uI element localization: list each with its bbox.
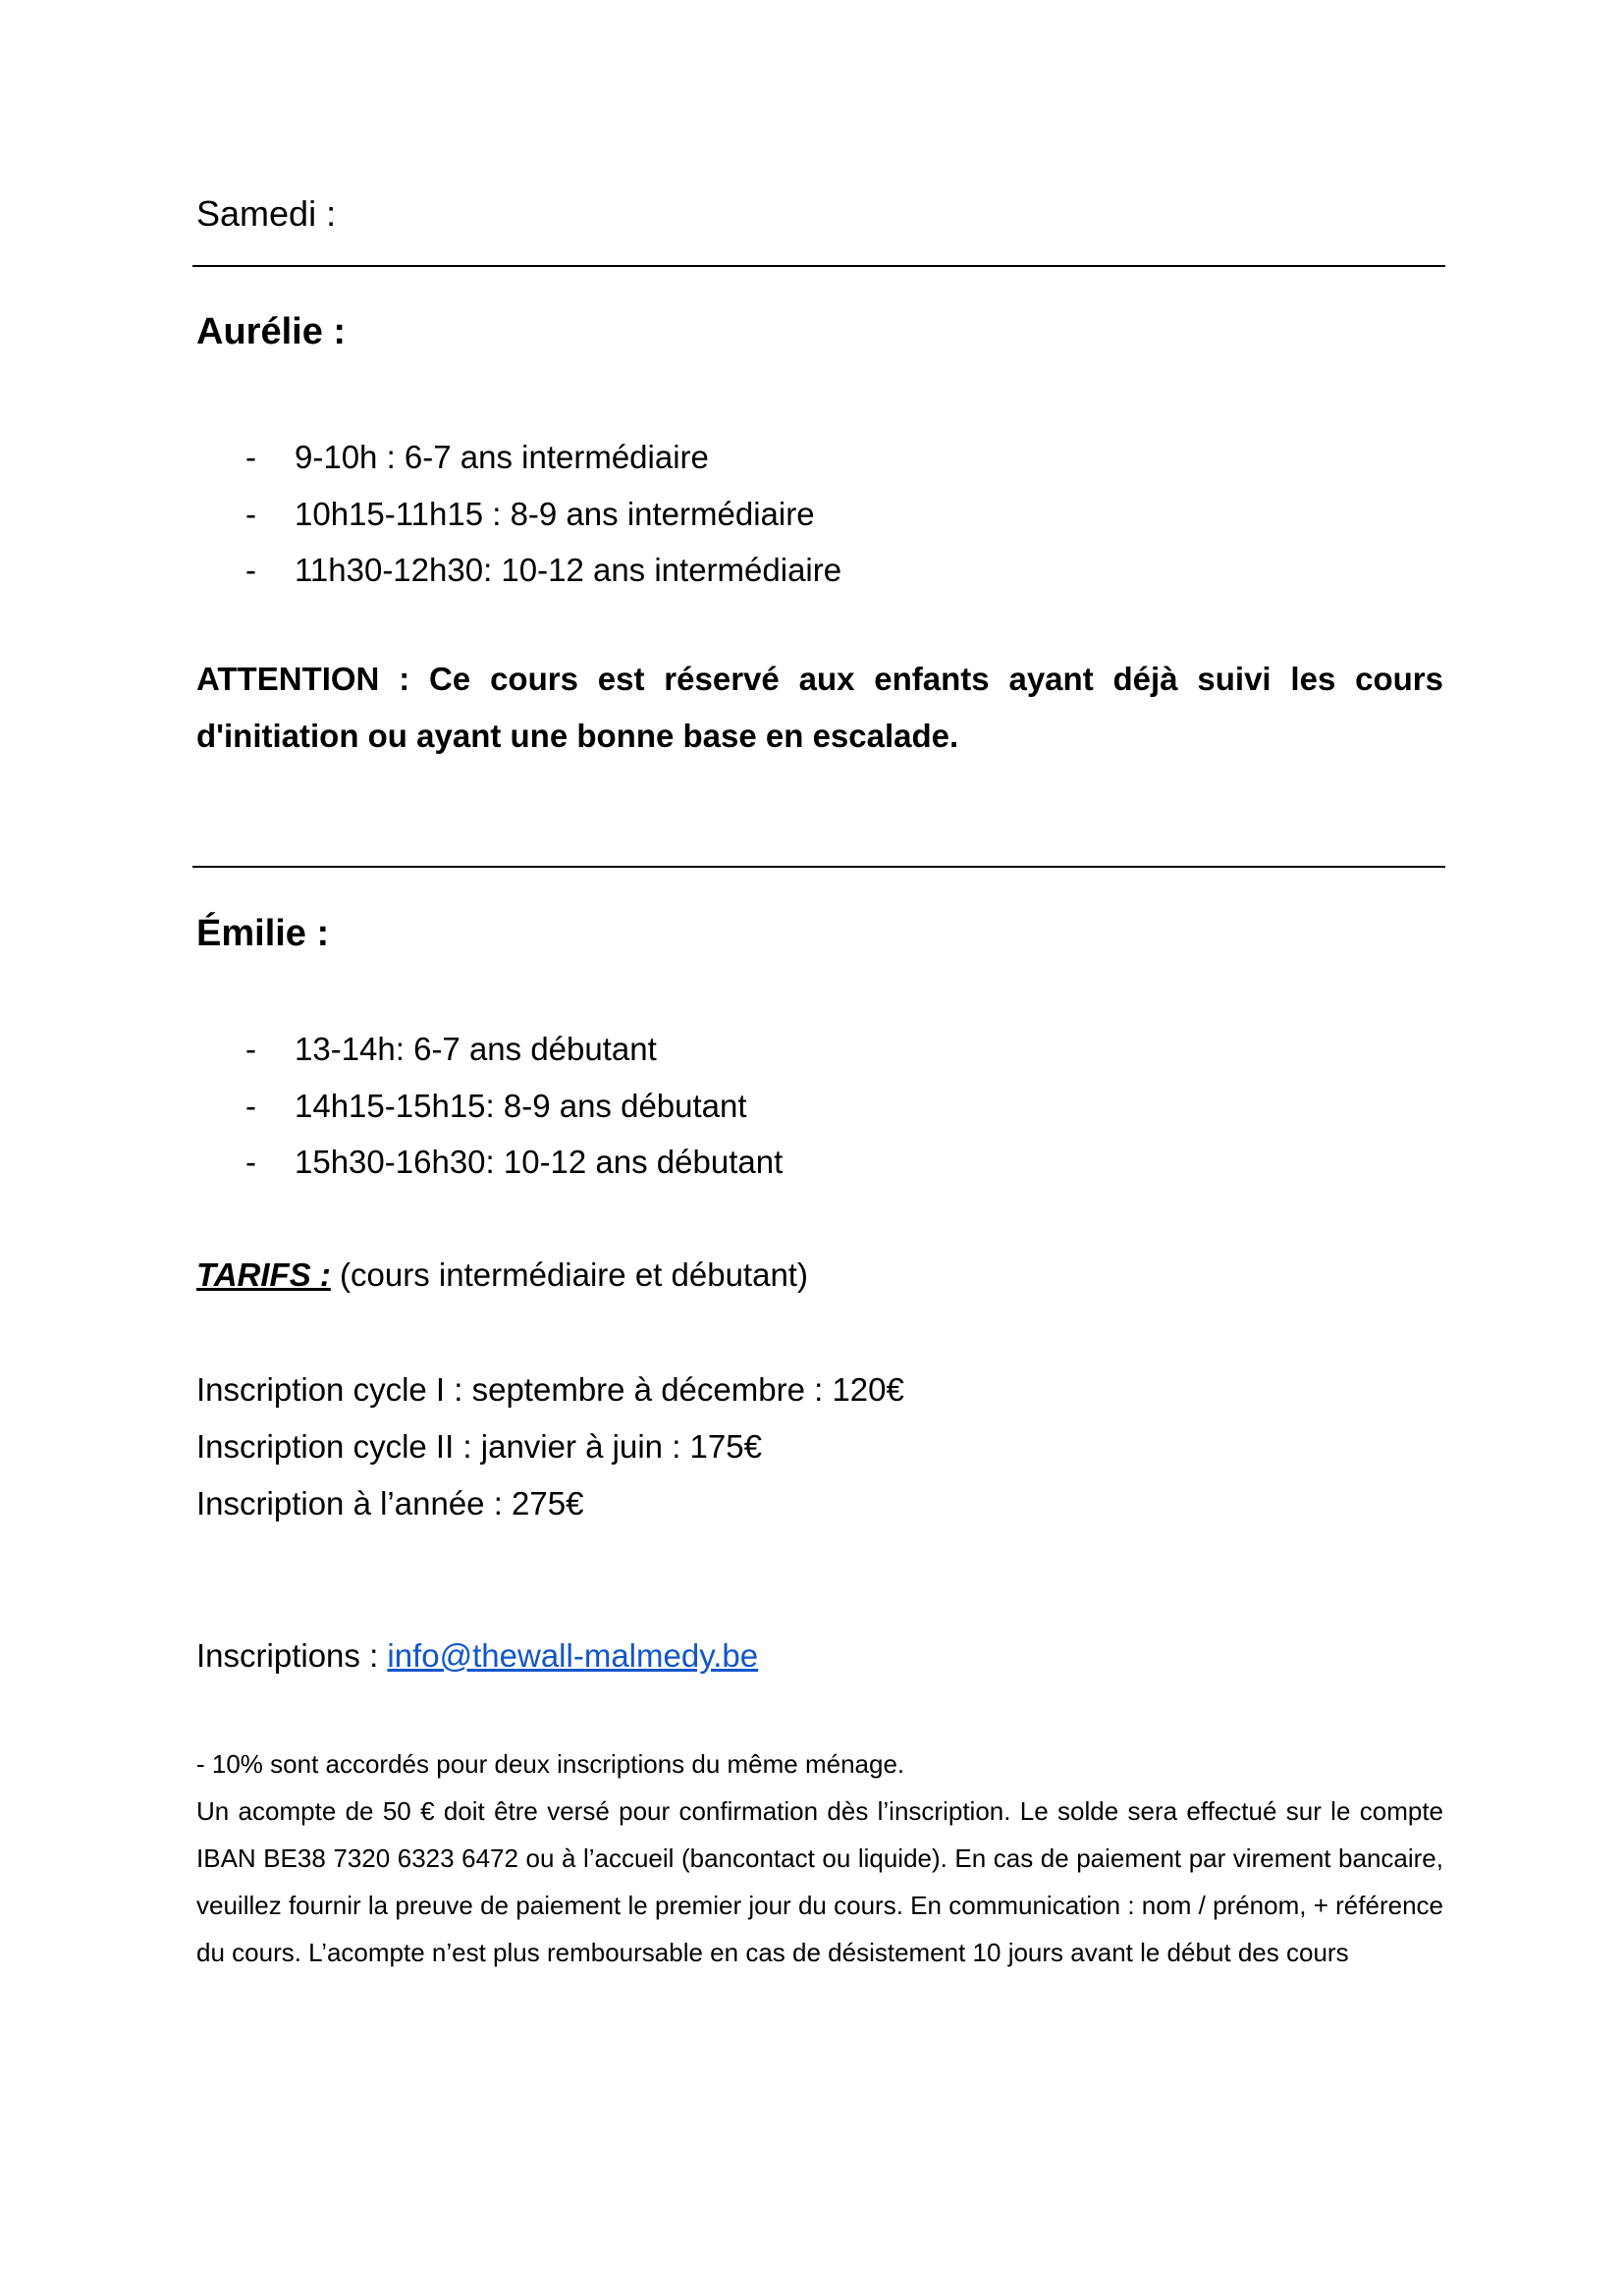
list-item [245,496,1129,535]
list-item [245,1031,1129,1070]
list-item-text: 15h30-16h30: 10-12 ans débutant [295,1144,784,1180]
section-divider [192,265,1445,267]
section-divider [192,866,1445,868]
list-item [245,439,1129,478]
list-item-text: 9-10h : 6-7 ans intermédiaire [295,439,709,475]
list-item-text: 14h15-15h15: 8-9 ans débutant [295,1088,747,1124]
list-bullet: - [245,552,256,588]
list-bullet: - [245,496,256,532]
email-link[interactable]: info@thewall-malmedy.be [387,1637,759,1674]
price-line: Inscription à l’année : 275€ [196,1485,584,1522]
tarifs-note: (cours intermédiaire et débutant) [340,1256,808,1293]
list-bullet: - [245,1031,256,1067]
list-bullet: - [245,1088,256,1124]
day-title: Samedi : [196,193,337,234]
tarifs-heading [196,1256,808,1294]
list-item [245,1088,1129,1127]
list-bullet: - [245,1144,256,1180]
registration-label: Inscriptions : [196,1637,379,1674]
section-title-emilie: Émilie : [196,913,330,954]
warning-paragraph [196,651,1443,765]
list-item-text: 11h30-12h30: 10-12 ans intermédiaire [295,552,842,588]
price-line: Inscription cycle II : janvier à juin : 175€ [196,1428,762,1465]
warning-label: ATTENTION : [196,661,410,697]
section-title-aurelie: Aurélie : [196,311,347,352]
list-item-text: 10h15-11h15 : 8-9 ans intermédiaire [295,496,815,532]
list-item-text: 13-14h: 6-7 ans débutant [295,1031,657,1067]
tarifs-label: TARIFS : [196,1256,331,1293]
list-item [245,552,1129,591]
payment-notes [196,1740,1443,1976]
price-line: Inscription cycle I : septembre à décembre : 120€ [196,1371,904,1408]
discount-note: - 10% sont accordés pour deux inscriptions du même ménage. [196,1749,905,1779]
warning-text: Ce cours est réservé aux enfants ayant déjà suivi les cours d'initiation ou ayant une bonne base en escalade. [196,661,1443,754]
registration-line [196,1637,758,1675]
list-item [245,1144,1129,1183]
list-bullet: - [245,439,256,475]
deposit-note: Un acompte de 50 € doit être versé pour confirmation dès l’inscription. Le solde sera effectué sur le compte IBAN BE38 7320 6323 6472 ou à l’accueil (bancontact ou liquide). En cas de paiement par virement bancaire, veuillez fournir la preuve de paiement le premier jour du cours. En communication : nom / prénom, + référence du cours. L’acompte n’est plus remboursable en cas de désistement 10 jours avant le début des cours [196,1796,1443,1967]
